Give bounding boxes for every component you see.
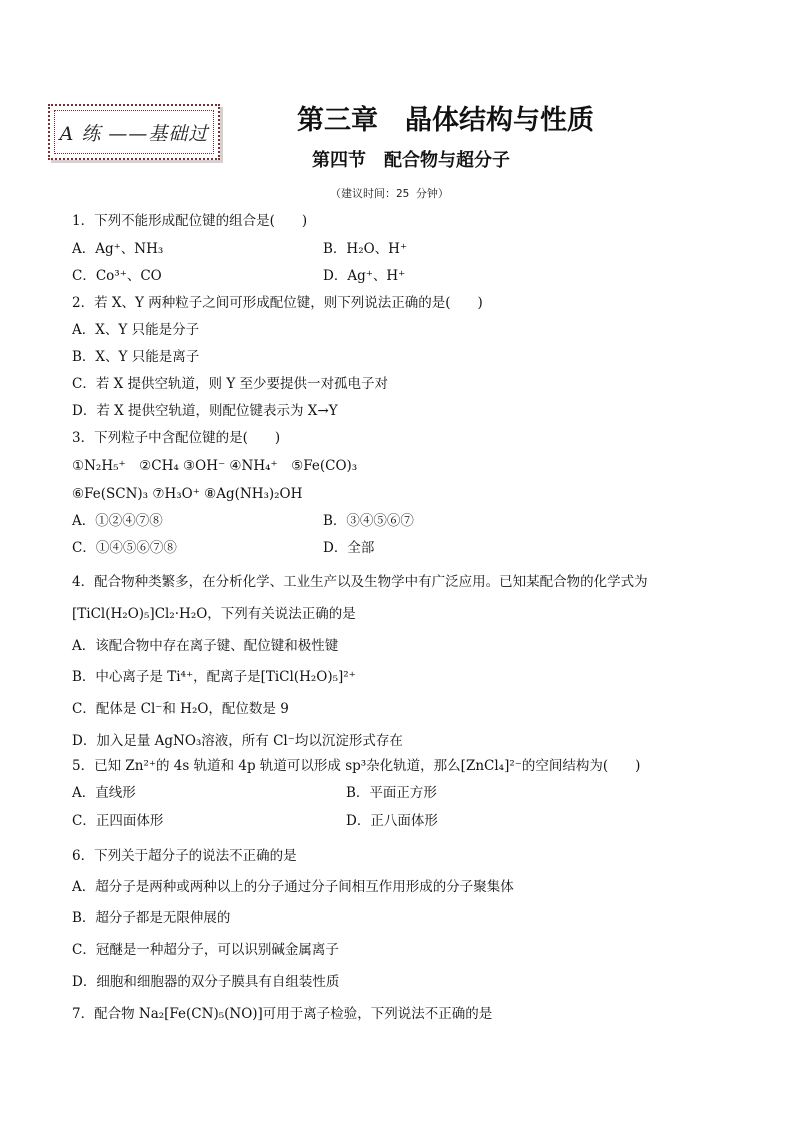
q3-option-c: C．①④⑤⑥⑦⑧ [72, 540, 177, 556]
q4-option-b: B．中心离子是 Ti⁴⁺，配离子是[TiCl(H₂O)₅]²⁺ [72, 669, 356, 685]
q5-option-c: C．正四面体形 [72, 813, 164, 829]
chapter-title: 第三章 晶体结构与性质 [297, 105, 594, 136]
q3-option-d: D．全部 [323, 540, 375, 556]
q1-option-d: D．Ag⁺、H⁺ [323, 268, 406, 284]
q4-option-d: D．加入足量 AgNO₃溶液，所有 Cl⁻均以沉淀形式存在 [72, 733, 403, 749]
q6-option-a: A．超分子是两种或两种以上的分子通过分子间相互作用形成的分子聚集体 [72, 879, 514, 895]
q6-option-c: C．冠醚是一种超分子，可以识别碱金属离子 [72, 942, 339, 958]
q3-list-2: ⑥Fe(SCN)₃ ⑦H₃O⁺ ⑧Ag(NH₃)₂OH [72, 486, 303, 502]
section-title: 第四节 配合物与超分子 [312, 150, 510, 171]
time-hint: （建议时间：25 分钟） [330, 187, 449, 200]
q2-option-a: A．X、Y 只能是分子 [72, 322, 200, 338]
q7-stem: 7．配合物 Na₂[Fe(CN)₅(NO)]可用于离子检验，下列说法不正确的是 [72, 1006, 493, 1022]
q2-option-c: C．若 X 提供空轨道，则 Y 至少要提供一对孤电子对 [72, 376, 389, 392]
q4-option-c: C．配体是 Cl⁻和 H₂O，配位数是 9 [72, 701, 289, 717]
q2-option-b: B．X、Y 只能是离子 [72, 349, 200, 365]
q5-stem: 5．已知 Zn²⁺的 4s 轨道和 4p 轨道可以形成 sp³杂化轨道，那么[ZnCl₄]²⁻的空间结构为( ) [72, 758, 641, 774]
q1-option-c: C．Co³⁺、CO [72, 268, 162, 284]
q6-option-d: D．细胞和细胞器的双分子膜具有自组装性质 [72, 974, 340, 990]
q2-option-d: D．若 X 提供空轨道，则配位键表示为 X→Y [72, 403, 338, 419]
q5-option-d: D．正八面体形 [346, 813, 438, 829]
q1-stem: 1．下列不能形成配位键的组合是( ) [72, 213, 308, 229]
q3-option-a: A．①②④⑦⑧ [72, 513, 163, 529]
q2-stem: 2．若 X、Y 两种粒子之间可形成配位键，则下列说法正确的是( ) [72, 295, 483, 311]
q3-list-1: ①N₂H₅⁺ ②CH₄ ③OH⁻ ④NH₄⁺ ⑤Fe(CO)₃ [72, 458, 358, 474]
q4-stem-line-1: 4．配合物种类繁多，在分析化学、工业生产以及生物学中有广泛应用。已知某配合物的化学式为 [72, 574, 648, 590]
q3-stem: 3．下列粒子中含配位键的是( ) [72, 430, 281, 446]
badge-label: A 练 ——基础过 [54, 110, 214, 154]
q6-option-b: B．超分子都是无限伸展的 [72, 910, 231, 926]
q5-option-b: B．平面正方形 [346, 785, 437, 801]
q1-option-b: B．H₂O、H⁺ [323, 241, 408, 257]
q6-stem: 6．下列关于超分子的说法不正确的是 [72, 848, 297, 864]
section-badge [48, 104, 220, 160]
q1-option-a: A．Ag⁺、NH₃ [72, 241, 164, 257]
q4-stem-line-2: [TiCl(H₂O)₅]Cl₂·H₂O，下列有关说法正确的是 [72, 606, 356, 622]
q5-option-a: A．直线形 [72, 785, 136, 801]
q4-option-a: A．该配合物中存在离子键、配位键和极性键 [72, 638, 339, 654]
q3-option-b: B．③④⑤⑥⑦ [323, 513, 414, 529]
